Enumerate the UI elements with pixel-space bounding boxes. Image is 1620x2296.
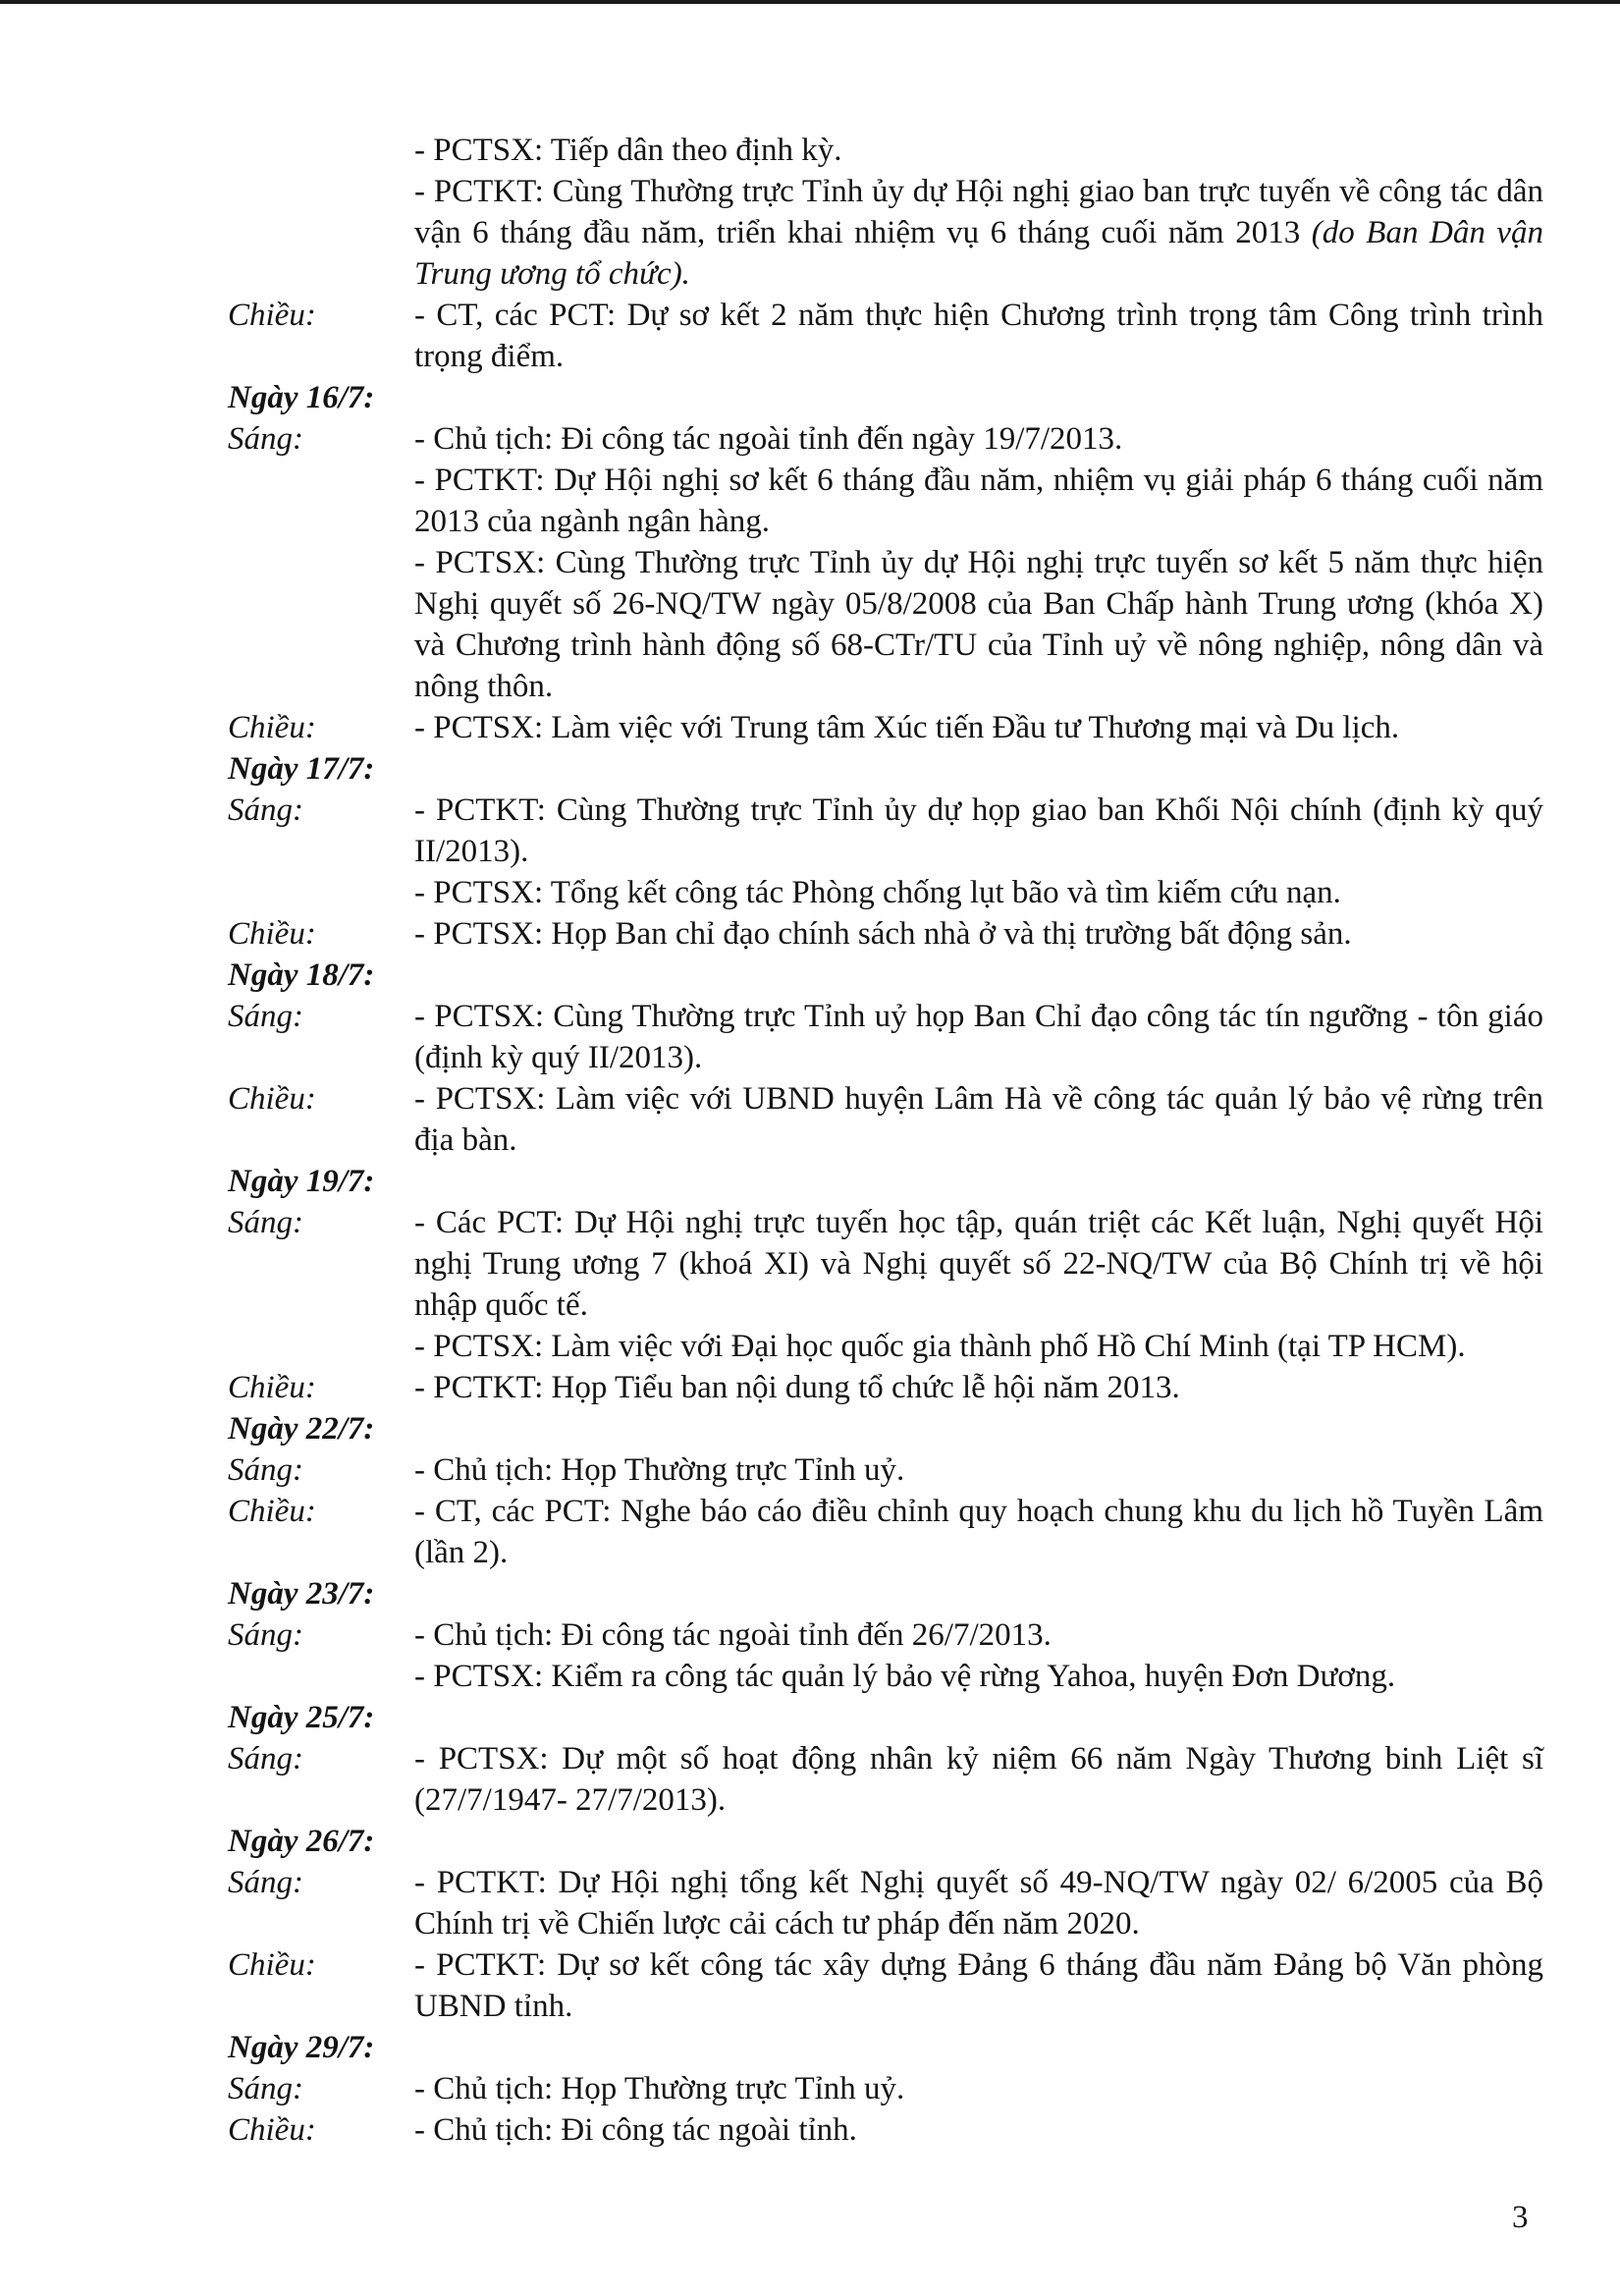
session-label: Chiều: [228, 1947, 316, 1983]
session-label: Sáng: [228, 999, 303, 1034]
day-heading: Ngày 19/7: [228, 1164, 375, 1199]
schedule-item [414, 913, 1543, 955]
schedule-item-text: - PCTSX: Kiểm ra công tác quản lý bảo vệ rừng Yahoa, huyện Đơn Dương. [414, 1659, 1396, 1694]
schedule-item-text: - CT, các PCT: Dự sơ kết 2 năm thực hiện Chương trình trọng tâm Công trình trình trọng điểm. [414, 298, 1543, 374]
schedule-session-row [228, 996, 1543, 1078]
session-label: Sáng: [228, 2071, 303, 2106]
schedule-session-row [228, 1078, 1543, 1161]
session-items [414, 2068, 1543, 2109]
day-heading-row [228, 1161, 1543, 1202]
session-items [414, 1367, 1543, 1408]
session-items [414, 2109, 1543, 2151]
page-number: 3 [1512, 2200, 1529, 2235]
schedule-item [414, 1738, 1543, 1821]
schedule-item [414, 1614, 1543, 1656]
schedule-item-note: (do Ban Dân vận Trung ương tổ chức). [414, 215, 1543, 292]
day-heading: Ngày 25/7: [228, 1700, 375, 1735]
session-items [414, 1078, 1543, 1161]
session-items [414, 1491, 1543, 1573]
session-items [414, 707, 1543, 748]
schedule-item [414, 996, 1543, 1078]
schedule-item [414, 707, 1543, 748]
schedule-item [414, 1202, 1543, 1326]
schedule-item-text: - PCTSX: Làm việc với Đại học quốc gia thành phố Hồ Chí Minh (tại TP HCM). [414, 1329, 1466, 1364]
session-label: Sáng: [228, 1865, 303, 1900]
session-label: Chiều: [228, 1494, 316, 1529]
session-label: Chiều: [228, 916, 316, 952]
schedule-session-row [228, 1491, 1543, 1573]
schedule-session-row [228, 707, 1543, 748]
schedule-session-row [228, 790, 1543, 913]
session-items [414, 996, 1543, 1078]
session-items [414, 418, 1543, 707]
schedule-item [414, 2068, 1543, 2109]
day-heading-row [228, 1697, 1543, 1738]
schedule-session-row [228, 913, 1543, 955]
session-items [414, 1614, 1543, 1697]
schedule-item-text: - Chủ tịch: Họp Thường trực Tỉnh uỷ. [414, 2071, 905, 2106]
schedule-item-text: - PCTSX: Làm việc với UBND huyện Lâm Hà về công tác quản lý bảo vệ rừng trên địa bàn. [414, 1081, 1543, 1158]
schedule-item [414, 1491, 1543, 1573]
schedule-item-text: - PCTKT: Họp Tiểu ban nội dung tổ chức lễ hội năm 2013. [414, 1370, 1180, 1405]
schedule-session-row [228, 1449, 1543, 1491]
schedule-item [414, 418, 1543, 460]
schedule-item [414, 130, 1543, 171]
day-heading: Ngày 18/7: [228, 957, 375, 993]
schedule-session-row [228, 1944, 1543, 2027]
day-heading-row [228, 1408, 1543, 1449]
session-label: Sáng: [228, 1205, 303, 1240]
day-heading-row [228, 377, 1543, 418]
schedule-item [414, 1449, 1543, 1491]
day-heading-row [228, 748, 1543, 790]
session-items [414, 1449, 1543, 1491]
schedule-item-text: - PCTSX: Dự một số hoạt động nhân kỷ niệm 66 năm Ngày Thương binh Liệt sĩ (27/7/1947- 27/7/2013). [414, 1741, 1543, 1818]
schedule-item-text: - PCTSX: Cùng Thường trực Tỉnh uỷ họp Ban Chỉ đạo công tác tín ngưỡng - tôn giáo (định kỳ quý II/2013). [414, 999, 1543, 1075]
session-items [414, 1944, 1543, 2027]
day-heading: Ngày 22/7: [228, 1411, 375, 1447]
schedule-item [414, 542, 1543, 707]
schedule-item [414, 1367, 1543, 1408]
page-top-border [0, 0, 1620, 4]
schedule-session-row [228, 1862, 1543, 1944]
schedule-item [414, 872, 1543, 913]
schedule-session-row [228, 418, 1543, 707]
day-heading-row [228, 1573, 1543, 1614]
session-label: Sáng: [228, 421, 303, 457]
day-heading-row [228, 2027, 1543, 2068]
day-heading: Ngày 26/7: [228, 1824, 375, 1859]
session-label: Sáng: [228, 793, 303, 828]
session-label: Sáng: [228, 1617, 303, 1653]
day-heading-row [228, 1821, 1543, 1862]
session-label: Chiều: [228, 2112, 316, 2148]
day-heading: Ngày 23/7: [228, 1576, 375, 1612]
schedule-item-text: - PCTKT: Dự Hội nghị tổng kết Nghị quyết số 49-NQ/TW ngày 02/ 6/2005 của Bộ Chính trị về Chiến lược cải cách tư pháp đến năm 2020. [414, 1865, 1543, 1941]
schedule-item-text: - PCTSX: Làm việc với Trung tâm Xúc tiến Đầu tư Thương mại và Du lịch. [414, 710, 1400, 745]
day-heading: Ngày 16/7: [228, 380, 375, 415]
schedule-item-text: - PCTKT: Dự sơ kết công tác xây dựng Đảng 6 tháng đầu năm Đảng bộ Văn phòng UBND tỉnh. [414, 1947, 1543, 2024]
day-heading: Ngày 29/7: [228, 2030, 375, 2065]
schedule-item-text: - PCTKT: Dự Hội nghị sơ kết 6 tháng đầu năm, nhiệm vụ giải pháp 6 tháng cuối năm 2013 của ngành ngân hàng. [414, 463, 1543, 539]
session-items [414, 790, 1543, 913]
session-items [414, 1862, 1543, 1944]
schedule-item-text: - Chủ tịch: Đi công tác ngoài tỉnh đến 26/7/2013. [414, 1617, 1052, 1653]
schedule-session-row [228, 2109, 1543, 2151]
day-heading: Ngày 17/7: [228, 751, 375, 787]
schedule-item-text: - PCTKT: Cùng Thường trực Tỉnh ủy dự họp giao ban Khối Nội chính (định kỳ quý II/2013). [414, 793, 1543, 869]
schedule-item [414, 460, 1543, 542]
session-items [414, 295, 1543, 377]
session-label: Chiều: [228, 1081, 316, 1117]
schedule-item-text: - PCTSX: Tiếp dân theo định kỳ. [414, 133, 842, 168]
session-items [414, 1202, 1543, 1367]
schedule-item-text: - Chủ tịch: Đi công tác ngoài tỉnh. [414, 2112, 857, 2148]
schedule-session-row [228, 1614, 1543, 1697]
schedule-item [414, 2109, 1543, 2151]
schedule-item-text: - Chủ tịch: Họp Thường trực Tỉnh uỷ. [414, 1452, 905, 1488]
session-label: Sáng: [228, 1452, 303, 1488]
session-items [414, 913, 1543, 955]
schedule-session-row [228, 1202, 1543, 1367]
session-label: Chiều: [228, 298, 316, 333]
schedule-item [414, 1326, 1543, 1367]
session-label: Sáng: [228, 1741, 303, 1777]
schedule-session-row [228, 1367, 1543, 1408]
schedule-item [414, 171, 1543, 295]
schedule-item-text: - Chủ tịch: Đi công tác ngoài tỉnh đến ngày 19/7/2013. [414, 421, 1123, 457]
schedule-item-text: - PCTSX: Tổng kết công tác Phòng chống lụt bão và tìm kiếm cứu nạn. [414, 875, 1341, 910]
session-items [414, 1738, 1543, 1821]
schedule-item [414, 790, 1543, 872]
session-label: Chiều: [228, 1370, 316, 1405]
schedule-item-text: - Các PCT: Dự Hội nghị trực tuyến học tập, quán triệt các Kết luận, Nghị quyết Hội nghị Trung ương 7 (khoá XI) và Nghị quyết số 22-NQ/TW của Bộ Chính trị về hội nhập quốc tế. [414, 1205, 1543, 1323]
day-heading-row [228, 955, 1543, 996]
schedule-item [414, 1078, 1543, 1161]
schedule-session-row [228, 130, 1543, 295]
schedule-session-row [228, 1738, 1543, 1821]
schedule-session-row [228, 2068, 1543, 2109]
schedule-item [414, 1862, 1543, 1944]
session-items [414, 130, 1543, 295]
schedule-session-row [228, 295, 1543, 377]
schedule-item-text: - PCTSX: Cùng Thường trực Tỉnh ủy dự Hội nghị trực tuyến sơ kết 5 năm thực hiện Nghị quyết số 26-NQ/TW ngày 05/8/2008 của Ban Chấp hành Trung ương (khóa X) và Chương trình hành động số 68-CTr/TU của Tỉnh uỷ về nông nghiệp, nông dân và nông thôn. [414, 545, 1543, 704]
schedule-item-text: - PCTKT: Cùng Thường trực Tỉnh ủy dự Hội nghị giao ban trực tuyến về công tác dân vận 6 tháng đầu năm, triển khai nhiệm vụ 6 tháng cuối năm 2013 [414, 174, 1543, 250]
schedule-item-text: - PCTSX: Họp Ban chỉ đạo chính sách nhà ở và thị trường bất động sản. [414, 916, 1352, 952]
session-label: Chiều: [228, 710, 316, 745]
schedule-item-text: - CT, các PCT: Nghe báo cáo điều chỉnh quy hoạch chung khu du lịch hồ Tuyền Lâm (lần 2). [414, 1494, 1543, 1570]
schedule-item [414, 295, 1543, 377]
schedule-body [228, 130, 1543, 2151]
schedule-item [414, 1944, 1543, 2027]
schedule-item [414, 1656, 1543, 1697]
